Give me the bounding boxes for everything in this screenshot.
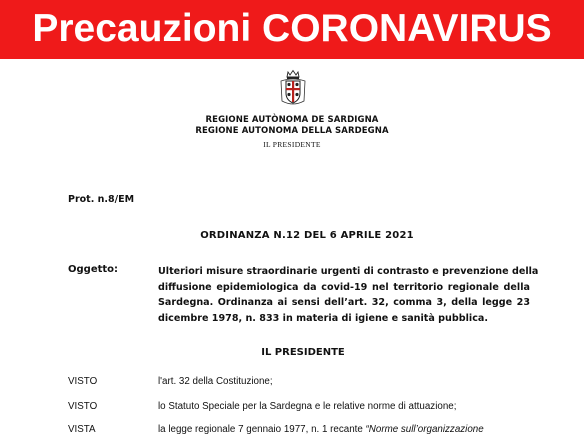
recital-text-plain: lo Statuto Speciale per la Sardegna e le relative norme di attuazione;	[158, 401, 457, 412]
presidente-heading: IL PRESIDENTE	[261, 347, 345, 358]
subject-line: Ulteriori misure straordinarie urgenti di contrasto e prevenzione della	[158, 266, 539, 277]
recital-label: VISTO	[68, 401, 98, 412]
protocol-number: Prot. n.8/EM	[68, 194, 135, 205]
recital-text-italic: “Norme sull’organizzazione	[365, 424, 484, 435]
subject-line: dicembre 1978, n. 833 in materia di igiene e sanità pubblica.	[158, 312, 489, 324]
ordinance-title: ORDINANZA N.12 DEL 6 APRILE 2021	[200, 230, 414, 241]
banner	[0, 0, 584, 59]
subject-line: Sardegna. Ordinanza ai sensi dell’art. 32, comma 3, della legge 23	[158, 297, 530, 308]
institution-name-italian: REGIONE AUTONOMA DELLA SARDEGNA	[195, 126, 389, 136]
recital-text	[158, 424, 484, 435]
recital-label: VISTO	[68, 376, 98, 387]
subject-text	[158, 264, 539, 326]
banner-title: Precauzioni CORONAVIRUS	[32, 7, 552, 50]
recital-text-plain: l'art. 32 della Costituzione;	[158, 376, 273, 387]
subject-label: Oggetto:	[68, 264, 119, 275]
recital-text-plain: la legge regionale 7 gennaio 1977, n. 1 recante	[158, 424, 366, 435]
recital-label: VISTA	[68, 424, 96, 435]
recital-text	[158, 401, 456, 412]
office-title: IL PRESIDENTE	[263, 140, 321, 149]
institution-name-sardinian: REGIONE AUTÒNOMA DE SARDIGNA	[205, 115, 379, 125]
sardinia-coat-of-arms-icon	[278, 69, 308, 109]
recital-text	[158, 376, 273, 387]
subject-line: diffusione epidemiologica da covid-19 nel territorio regionale della	[158, 281, 530, 293]
